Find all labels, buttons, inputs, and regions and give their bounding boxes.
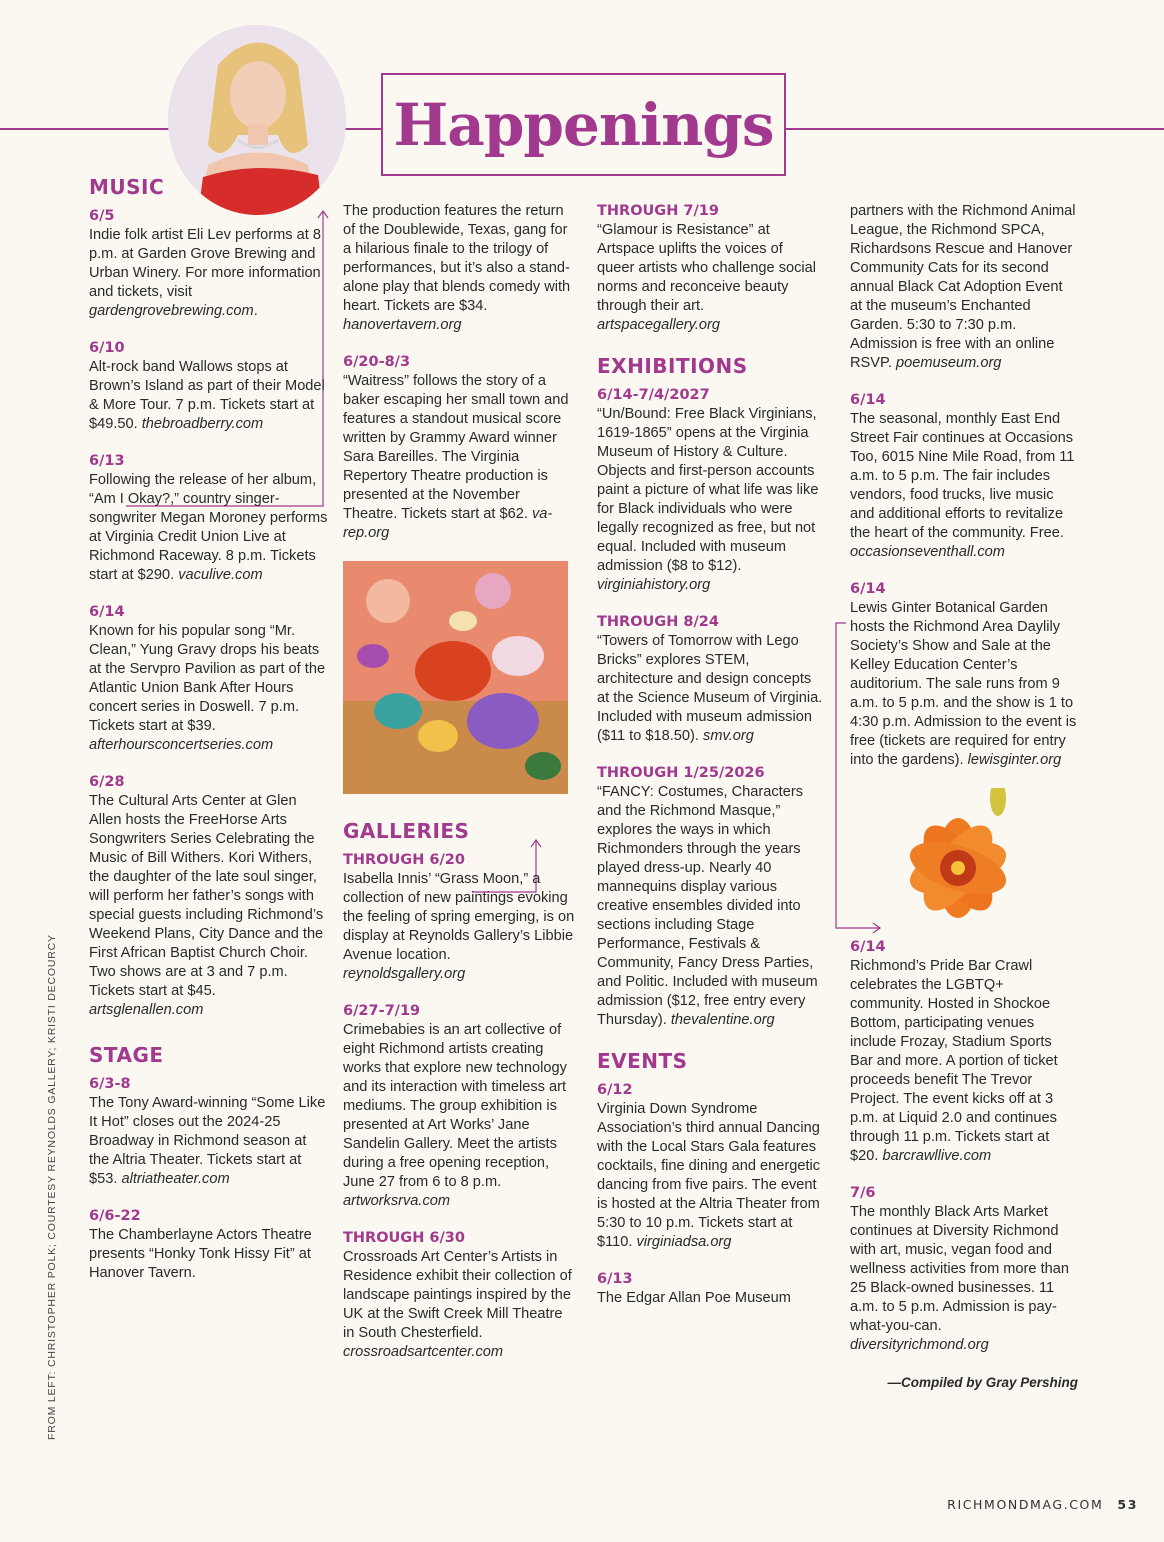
event-date: THROUGH 6/20 xyxy=(343,852,465,868)
event-text: Indie folk artist Eli Lev performs at 8 p.m. at Garden Grove Brewing and Urban Winery. For more information and tickets, visit xyxy=(89,227,321,300)
event-item xyxy=(597,764,823,1030)
daylily-photo xyxy=(888,788,1028,928)
event-item xyxy=(343,851,575,984)
event-url[interactable]: virginiahistory.org xyxy=(597,577,711,593)
event-date: 7/6 xyxy=(850,1185,876,1201)
title-box xyxy=(381,73,786,176)
event-url[interactable]: smv.org xyxy=(703,728,754,744)
event-text: Alt-rock band Wallows stops at Brown’s Island as part of their Model & More Tour. 7 p.m. Tickets start at $49.50. xyxy=(89,359,325,432)
event-text: The Tony Award-winning “Some Like It Hot” closes out the 2024-25 Broadway in Richmond season at the Altria Theater. Tickets start at $53. xyxy=(89,1095,326,1187)
byline: —Compiled by Gray Pershing xyxy=(887,1375,1078,1390)
section-heading-stage: STAGE xyxy=(89,1043,164,1067)
event-text: Virginia Down Syndrome Association’s third annual Dancing with the Local Stars Gala features cocktails, fine dining and energetic dancing from five pairs. The event is hosted at the Altria Theater from 5:30 to 10 p.m. Tickets start at $110. xyxy=(597,1101,821,1250)
event-url[interactable]: diversityrichmond.org xyxy=(850,1337,989,1353)
column-events-cont xyxy=(850,202,1078,1392)
event-item xyxy=(89,773,329,1020)
event-text: Following the release of her album, “Am I Okay?,” country singer-songwriter Megan Moroney performs at Virginia Credit Union Live at Richmond Raceway. 8 p.m. Tickets start at $290. xyxy=(89,472,328,583)
event-date: 6/14-7/4/2027 xyxy=(597,387,710,403)
event-item xyxy=(597,1081,823,1252)
event-item xyxy=(343,1002,575,1211)
event-date: 6/12 xyxy=(597,1082,633,1098)
event-date: THROUGH 1/25/2026 xyxy=(597,765,765,781)
event-item xyxy=(597,386,823,595)
section-heading-events: EVENTS xyxy=(597,1049,688,1073)
event-item xyxy=(597,202,823,335)
event-text: Known for his popular song “Mr. Clean,” Yung Gravy drops his beats at the Servpro Pavilion as part of the Atlantic Union Bank After Hours concert series in Doswell. 7 p.m. Tickets start at $39. xyxy=(89,623,326,734)
site-name[interactable]: RICHMONDMAG.COM xyxy=(947,1497,1104,1512)
page-number: 53 xyxy=(1117,1497,1138,1512)
event-text: “FANCY: Costumes, Characters and the Richmond Masque,” explores the ways in which Richmonders through the years played dress-up. Nearly 40 mannequins display various creative ensembles divided into sections including Stage Performance, Festivals & Community, Fancy Dress Parties, and Politic. Included with museum admission ($12, free entry every Thursday). xyxy=(597,784,818,1028)
section-heading-music: MUSIC xyxy=(89,175,165,199)
event-item xyxy=(597,1270,823,1308)
event-date: 6/14 xyxy=(850,392,886,408)
header-rule-right xyxy=(786,128,1164,130)
section-heading-galleries: GALLERIES xyxy=(343,819,470,843)
event-text: “Glamour is Resistance” at Artspace uplifts the voices of queer artists who challenge social norms and reconceive beauty through their art. xyxy=(597,222,817,314)
event-item xyxy=(343,353,575,543)
event-date: 6/20-8/3 xyxy=(343,354,411,370)
event-item xyxy=(850,580,1078,770)
column-exhibitions-events xyxy=(597,202,823,1326)
event-date: THROUGH 8/24 xyxy=(597,614,719,630)
event-text: Richmond’s Pride Bar Crawl celebrates the LGBTQ+ community. Hosted in Shockoe Bottom, participating venues include Frozay, Stadium Sports Bar and more. A portion of ticket proceeds benefit The Trevor Project. The event kicks off at 3 p.m. at Liquid 2.0 and continues through 11 p.m. Tickets start at $20. xyxy=(850,958,1058,1164)
event-url[interactable]: occasionseventhall.com xyxy=(850,544,1005,560)
event-text: The monthly Black Arts Market continues at Diversity Richmond with art, music, vegan food and wellness activities from more than 25 Black-owned businesses. 11 a.m. to 5 p.m. Admission is pay-what-you-can. xyxy=(850,1204,1069,1334)
event-item xyxy=(89,339,329,434)
event-item xyxy=(597,613,823,746)
page-title: Happenings xyxy=(393,90,774,159)
event-date: 6/5 xyxy=(89,208,115,224)
section-heading-exhibitions: EXHIBITIONS xyxy=(597,354,748,378)
event-text: The seasonal, monthly East End Street Fair continues at Occasions Too, 6015 Nine Mile Road, from 11 a.m. to 5 p.m. The fair includes vendors, food trucks, live music and additional efforts to revitalize the heart of the community. Free. xyxy=(850,411,1075,541)
event-date: 6/14 xyxy=(850,581,886,597)
grass-moon-painting xyxy=(343,561,568,794)
event-item xyxy=(89,603,329,755)
event-text: “Towers of Tomorrow with Lego Bricks” explores STEM, architecture and design concepts at the Science Museum of Virginia. Included with museum admission ($11 to $18.50). xyxy=(597,633,823,744)
event-text: Lewis Ginter Botanical Garden hosts the Richmond Area Daylily Society’s Show and Sale at the Kelley Education Center’s auditorium. The sale runs from 9 a.m. to 5 p.m. and the show is 1 to 4:30 p.m. Admission to the event is free (tickets are required for entry into the gardens). xyxy=(850,600,1077,768)
event-item xyxy=(850,391,1078,562)
event-text: “Waitress” follows the story of a baker escaping her small town and features a standout musical score written by Grammy Award winner Sara Bareilles. The Virginia Repertory Theatre production is presented at the November Theatre. Tickets start at $62. xyxy=(343,373,569,522)
event-item xyxy=(89,207,329,321)
event-item xyxy=(89,1207,329,1283)
event-item xyxy=(850,1184,1078,1355)
event-url[interactable]: virginiadsa.org xyxy=(636,1234,732,1250)
event-url[interactable]: gardengrovebrewing.com xyxy=(89,303,254,319)
event-text: The Cultural Arts Center at Glen Allen hosts the FreeHorse Arts Songwriters Series Celebrating the Music of Bill Withers. Kori Withers, the daughter of the late soul singer, will perform her father’s songs with special guests including Richmond’s Weekend Plans, City Dance and the First African Baptist Church Choir. Two shows are at 3 and 7 p.m. Tickets start at $45. xyxy=(89,793,324,999)
event-text: “Un/Bound: Free Black Virginians, 1619-1865” opens at the Virginia Museum of History & Culture. Objects and first-person accounts paint a picture of what life was like for Black individuals who were legally recognized as free, but not equal. Included with museum admission ($8 to $12). xyxy=(597,406,819,574)
event-url[interactable]: artsglenallen.com xyxy=(89,1002,204,1018)
event-text: The Chamberlayne Actors Theatre presents “Honky Tonk Hissy Fit” at Hanover Tavern. xyxy=(89,1227,312,1281)
event-url[interactable]: poemuseum.org xyxy=(895,355,1002,371)
event-date: 6/13 xyxy=(89,453,125,469)
page-footer xyxy=(947,1497,1138,1512)
event-url[interactable]: reynoldsgallery.org xyxy=(343,966,466,982)
event-date: 6/27-7/19 xyxy=(343,1003,421,1019)
photo-credit: FROM LEFT: CHRISTOPHER POLK; COURTESY REYNOLDS GALLERY; KRISTI DECOURCY xyxy=(46,934,58,1440)
event-text: The Edgar Allan Poe Museum xyxy=(597,1290,791,1306)
column-music-stage xyxy=(89,175,329,1301)
event-url[interactable]: hanovertavern.org xyxy=(343,317,462,333)
event-url[interactable]: thevalentine.org xyxy=(670,1012,775,1028)
event-url[interactable]: thebroadberry.com xyxy=(141,416,264,432)
event-url[interactable]: lewisginter.org xyxy=(967,752,1062,768)
event-url[interactable]: artworksrva.com xyxy=(343,1193,451,1209)
column-stage-galleries xyxy=(343,202,575,1380)
event-url[interactable]: afterhoursconcertseries.com xyxy=(89,737,274,753)
event-date: 6/14 xyxy=(850,939,886,955)
event-url[interactable]: artspacegallery.org xyxy=(597,317,721,333)
event-item xyxy=(850,202,1078,373)
event-text: The production features the return of the Doublewide, Texas, gang for a hilarious finale to the trilogy of performances, but it’s also a stand-alone play that blends comedy with heart. Tickets are $34. xyxy=(343,203,571,314)
event-text: Crimebabies is an art collective of eight Richmond artists creating works that explore new technology and its interaction with timeless art mediums. The group exhibition is presented at Art Works’ Jane Sandelin Gallery. Meet the artists during a free opening reception, June 27 from 6 to 8 p.m. xyxy=(343,1022,567,1190)
event-date: 6/14 xyxy=(89,604,125,620)
event-text: Isabella Innis’ “Grass Moon,” a collection of new paintings evoking the feeling of spring emerging, is on display at Reynolds Gallery’s Libbie Avenue location. xyxy=(343,871,575,963)
event-url[interactable]: altriatheater.com xyxy=(121,1171,230,1187)
event-url[interactable]: va-rep.org xyxy=(343,506,553,541)
event-text: partners with the Richmond Animal League, the Richmond SPCA, Richardsons Rescue and Hanover Community Cats for its second annual Black Cat Adoption Event at the museum’s Enchanted Garden. 5:30 to 7:30 p.m. Admission is free with an online RSVP. xyxy=(850,203,1076,371)
event-date: THROUGH 7/19 xyxy=(597,203,719,219)
event-date: 6/13 xyxy=(597,1271,633,1287)
event-item xyxy=(89,452,329,585)
event-url[interactable]: vaculive.com xyxy=(178,567,263,583)
event-item xyxy=(89,1075,329,1189)
event-date: THROUGH 6/30 xyxy=(343,1230,465,1246)
event-item xyxy=(850,938,1078,1166)
event-url[interactable]: crossroadsartcenter.com xyxy=(343,1344,504,1360)
event-date: 6/10 xyxy=(89,340,125,356)
event-url[interactable]: barcrawllive.com xyxy=(882,1148,992,1164)
event-date: 6/28 xyxy=(89,774,125,790)
event-date: 6/3-8 xyxy=(89,1076,131,1092)
event-item xyxy=(343,202,575,335)
event-date: 6/6-22 xyxy=(89,1208,141,1224)
event-item xyxy=(343,1229,575,1362)
event-punct: . xyxy=(253,303,258,319)
event-text: Crossroads Art Center’s Artists in Residence exhibit their collection of landscape paintings inspired by the UK at the Swift Creek Mill Theatre in South Chesterfield. xyxy=(343,1249,572,1341)
